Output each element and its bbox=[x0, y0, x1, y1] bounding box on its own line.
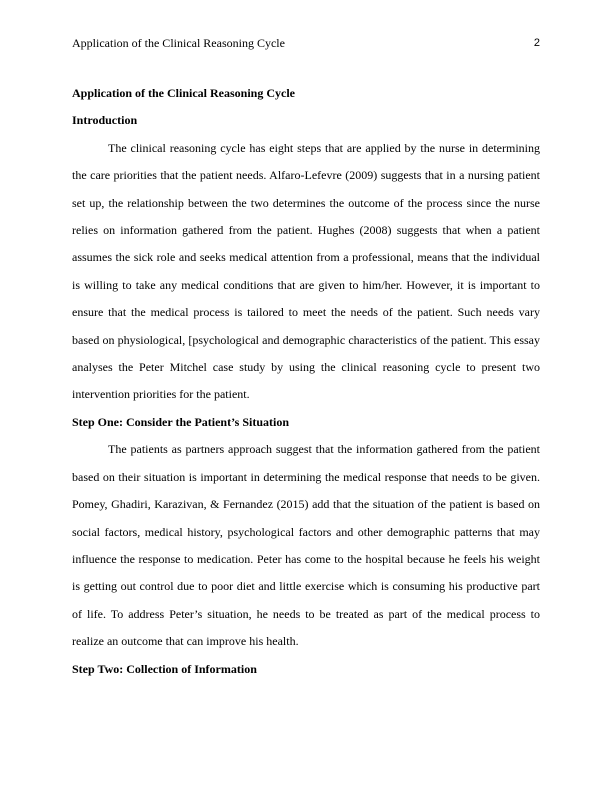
section-heading-step-two: Step Two: Collection of Information bbox=[72, 661, 257, 676]
section-paragraph-step-one: The patients as partners approach suggest that the information gathered from the patient based on their situation is important in determining the medical response that needs to be given. Pomey, Ghadiri, Karazivan, & Fernandez (2015) add that the situation of the patient is based on social factors, medical history, psychological factors and other demographic patterns that may influence the response to medication. Peter has come to the hospital because he feels his weight is getting out control due to poor diet and little exercise which is consuming his productive part of life. To address Peter’s situation, he needs to be treated as part of the medical process to realize an outcome that can improve his health. bbox=[72, 442, 540, 649]
section-paragraph-introduction: The clinical reasoning cycle has eight steps that are applied by the nurse in determining the care priorities that the patient needs. Alfaro-Lefevre (2009) suggests that in a nursing patient set up, the relationship between the two determines the outcome of the process since the nurse relies on information gathered from the patient. Hughes (2008) suggests that when a patient assumes the sick role and seeks medical attention from a professional, means that the individual is willing to take any medical conditions that are given to him/her. However, it is important to ensure that the medical process is tailored to meet the needs of the patient. Such needs vary based on physiological, [psychological and demographic characteristics of the patient. This essay analyses the Peter Mitchel case study by using the clinical reasoning cycle to present two intervention priorities for the patient. bbox=[72, 140, 540, 402]
section-heading-step-one: Step One: Consider the Patient’s Situation bbox=[72, 414, 290, 429]
section-heading-introduction: Introduction bbox=[72, 113, 138, 128]
document-title: Application of the Clinical Reasoning Cycle bbox=[72, 86, 296, 100]
page-number: 2 bbox=[533, 37, 540, 49]
running-head-title: Application of the Clinical Reasoning Cycle bbox=[72, 36, 285, 50]
document-body bbox=[72, 80, 540, 683]
